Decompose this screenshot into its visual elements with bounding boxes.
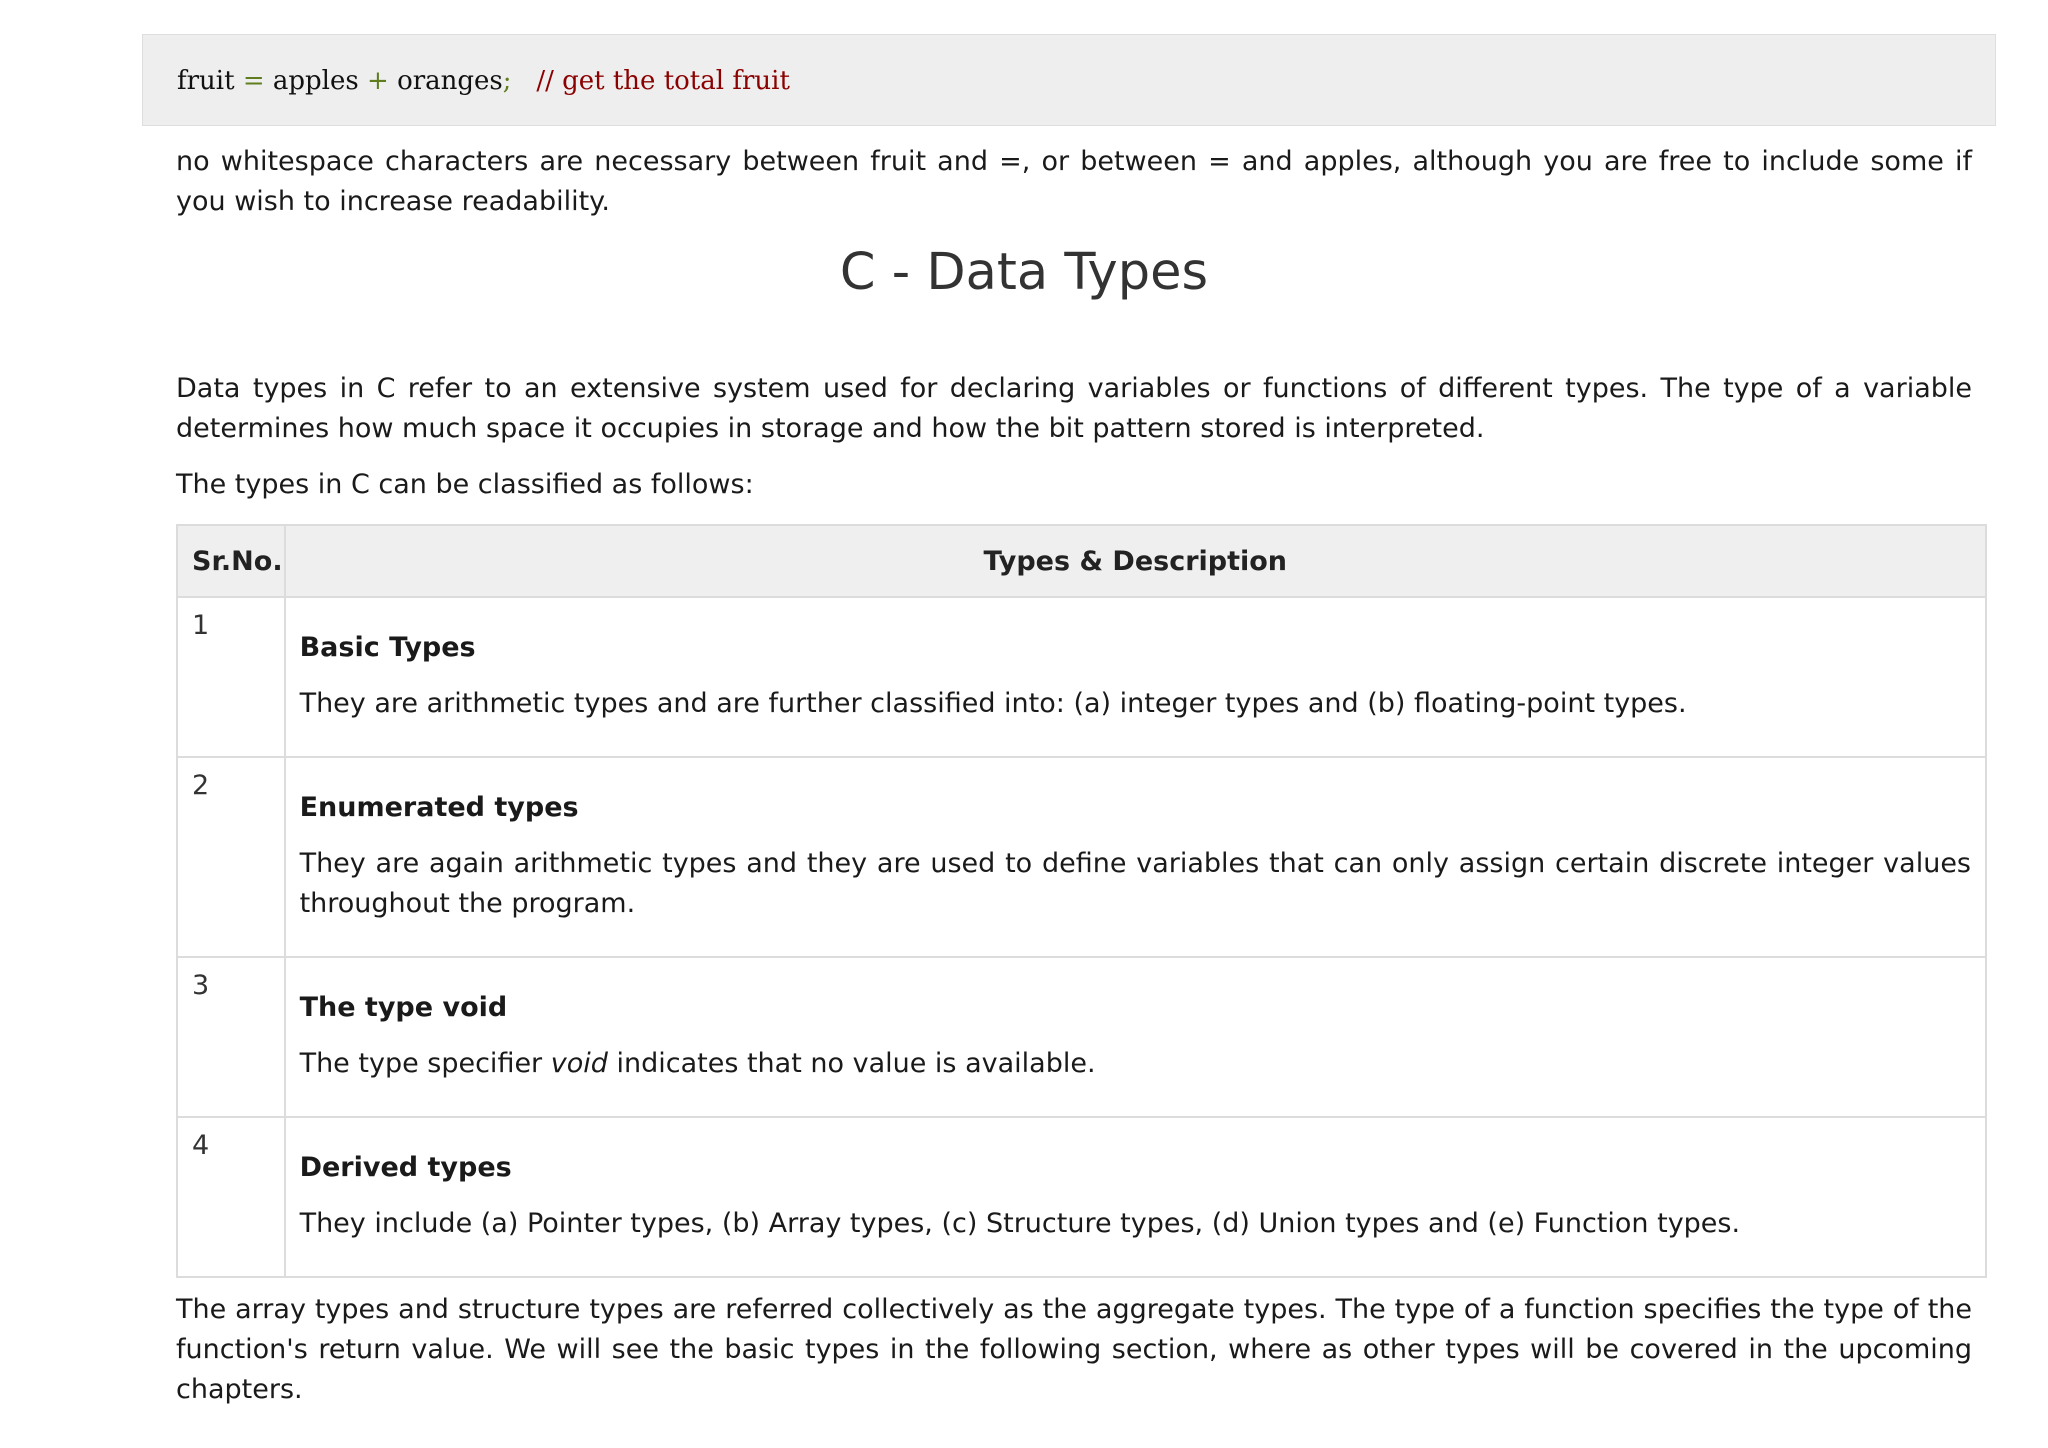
row-text: They are arithmetic types and are further classified into: (a) integer types and (b) floating-point types.: [299, 688, 1687, 719]
row-number: 1: [177, 597, 285, 757]
table-row: [177, 757, 1986, 957]
code-apples: apples: [272, 66, 359, 96]
row-text-keyword: void: [550, 1048, 608, 1079]
row-title: Basic Types: [299, 632, 476, 663]
row-number: 2: [177, 757, 285, 957]
code-equals: =: [242, 66, 265, 96]
row-text-before: The type specifier: [299, 1048, 551, 1079]
header-sr-no: Sr.No.: [177, 525, 285, 597]
data-types-table: [176, 524, 1987, 1278]
table-row: [177, 957, 1986, 1117]
row-text: They include (a) Pointer types, (b) Array types, (c) Structure types, (d) Union types and (e) Function types.: [299, 1208, 1741, 1239]
table-header-row: [177, 525, 1986, 597]
code-oranges: oranges: [397, 66, 503, 96]
intro-paragraph: no whitespace characters are necessary between fruit and =, or between = and apples, although you are free to include some if you wish to increase readability.: [176, 146, 1972, 217]
row-title: The type void: [299, 992, 508, 1023]
closing-paragraph: The array types and structure types are referred collectively as the aggregate types. The type of a function specifies the type of the function's return value. We will see the basic types in the following section, where as other types will be covered in the upcoming chapters.: [176, 1294, 1972, 1405]
code-block: [142, 34, 1996, 126]
table-row: [177, 597, 1986, 757]
row-number: 3: [177, 957, 285, 1117]
row-description: [285, 957, 1986, 1117]
row-text: They are again arithmetic types and they are used to define variables that can only assign certain discrete integer values throughout the program.: [299, 848, 1971, 919]
row-description: [285, 1117, 1986, 1277]
data-types-paragraph: Data types in C refer to an extensive system used for declaring variables or functions of different types. The type of a variable determines how much space it occupies in storage and how the bit pattern stored is interpreted.: [176, 373, 1972, 444]
header-types-description: Types & Description: [285, 525, 1986, 597]
row-title: Enumerated types: [299, 792, 579, 823]
code-plus: +: [367, 66, 389, 96]
row-description: [285, 597, 1986, 757]
code-lhs: fruit: [177, 66, 235, 96]
row-text: [300, 1044, 1971, 1084]
section-heading: C - Data Types: [839, 243, 1209, 302]
classify-paragraph: The types in C can be classified as follows:: [176, 469, 754, 500]
code-comment: // get the total fruit: [536, 66, 790, 96]
row-text-after: indicates that no value is available.: [607, 1048, 1096, 1079]
row-number: 4: [177, 1117, 285, 1277]
row-description: [285, 757, 1986, 957]
row-title: Derived types: [299, 1152, 512, 1183]
table-row: [177, 1117, 1986, 1277]
code-semicolon: ;: [502, 66, 512, 96]
